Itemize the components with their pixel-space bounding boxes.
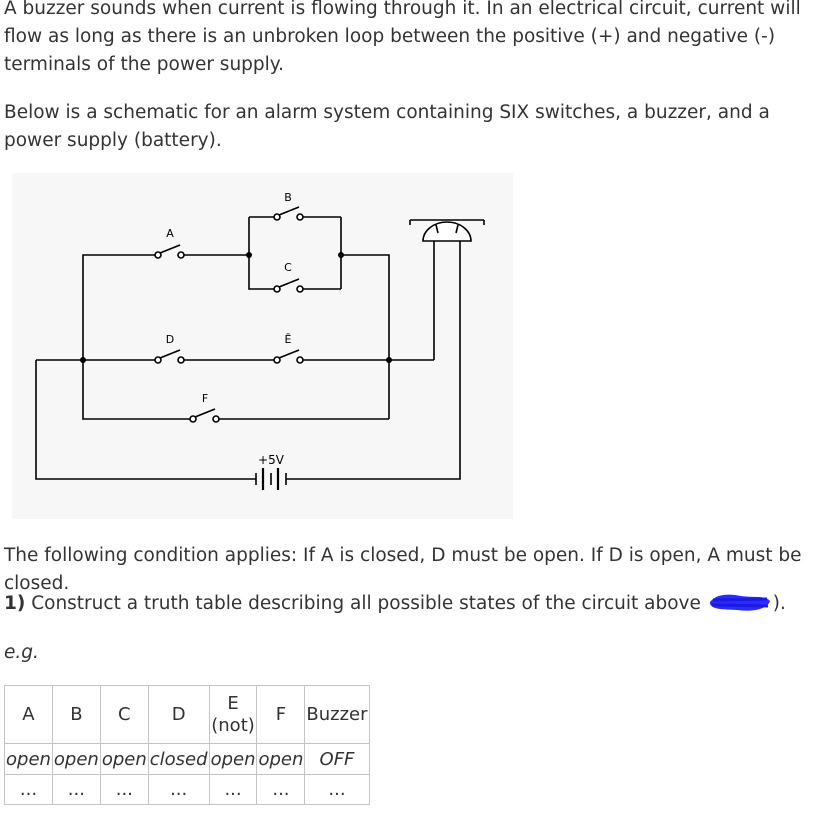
header-e-not [209,686,257,744]
example-label: e.g. [4,642,39,663]
switch-b-label: B [284,191,292,204]
table-cell: OFF [305,744,369,775]
table-cell: ... [148,775,209,805]
switch-e-symbol [274,350,303,363]
question-text: Construct a truth table describing all possible states of the circuit above [25,593,707,614]
intro-paragraph-2: Below is a schematic for an alarm system containing SIX switches, a buzzer, and a power supply (battery). [4,102,770,151]
circuit-schematic [12,173,513,519]
table-cell: ... [257,775,305,805]
header-c: C [100,686,148,744]
switch-f-symbol [190,409,219,422]
intro-paragraph-1: A buzzer sounds when current is flowing through it. In an electrical circuit, current will flow as long as there is an unbroken loop between the positive (+) and negative (-) terminals of the power supply. [4,0,801,75]
switch-c-symbol [274,279,303,292]
switch-d-label: D [165,333,175,346]
header-f: F [257,686,305,744]
table-cell: closed [148,744,209,775]
switch-a-symbol [155,245,184,258]
switch-c-label: C [284,261,292,274]
header-a: A [5,686,53,744]
question-number: 1) [4,593,26,614]
switch-a-label: A [166,227,174,240]
question-1 [4,590,834,618]
bottom-branch-wire [83,360,389,419]
table-cell: open [209,744,257,775]
question-tail: ). [772,593,786,614]
table-cell: open [100,744,148,775]
switch-f-label: F [201,392,209,405]
truth-table-header-row [5,686,370,744]
table-cell: open [5,744,53,775]
table-row [5,775,370,805]
condition-text: The following condition applies: If A is closed, D must be open. If D is open, A must be closed. [4,545,802,594]
supply-voltage-label: +5V [258,453,284,467]
header-b: B [52,686,100,744]
table-row [5,744,370,775]
redaction-scribble [707,591,773,613]
buzzer-symbol [410,220,484,241]
switch-e-label: Ē [284,333,292,346]
header-d: D [148,686,209,744]
table-cell: ... [5,775,53,805]
top-branch-wire [83,217,389,419]
table-cell: open [52,744,100,775]
header-buzzer: Buzzer [305,686,369,744]
junction-dots [80,252,392,363]
table-cell: open [257,744,305,775]
table-cell: ... [100,775,148,805]
table-cell: ... [305,775,369,805]
battery-symbol [256,468,286,490]
circuit-diagram [12,173,513,519]
switch-d-symbol [155,350,184,363]
table-cell: ... [52,775,100,805]
header-not: (not) [211,714,255,736]
header-e: E [227,692,239,714]
table-cell: ... [209,775,257,805]
switch-b-symbol [274,207,303,220]
truth-table [4,685,370,805]
